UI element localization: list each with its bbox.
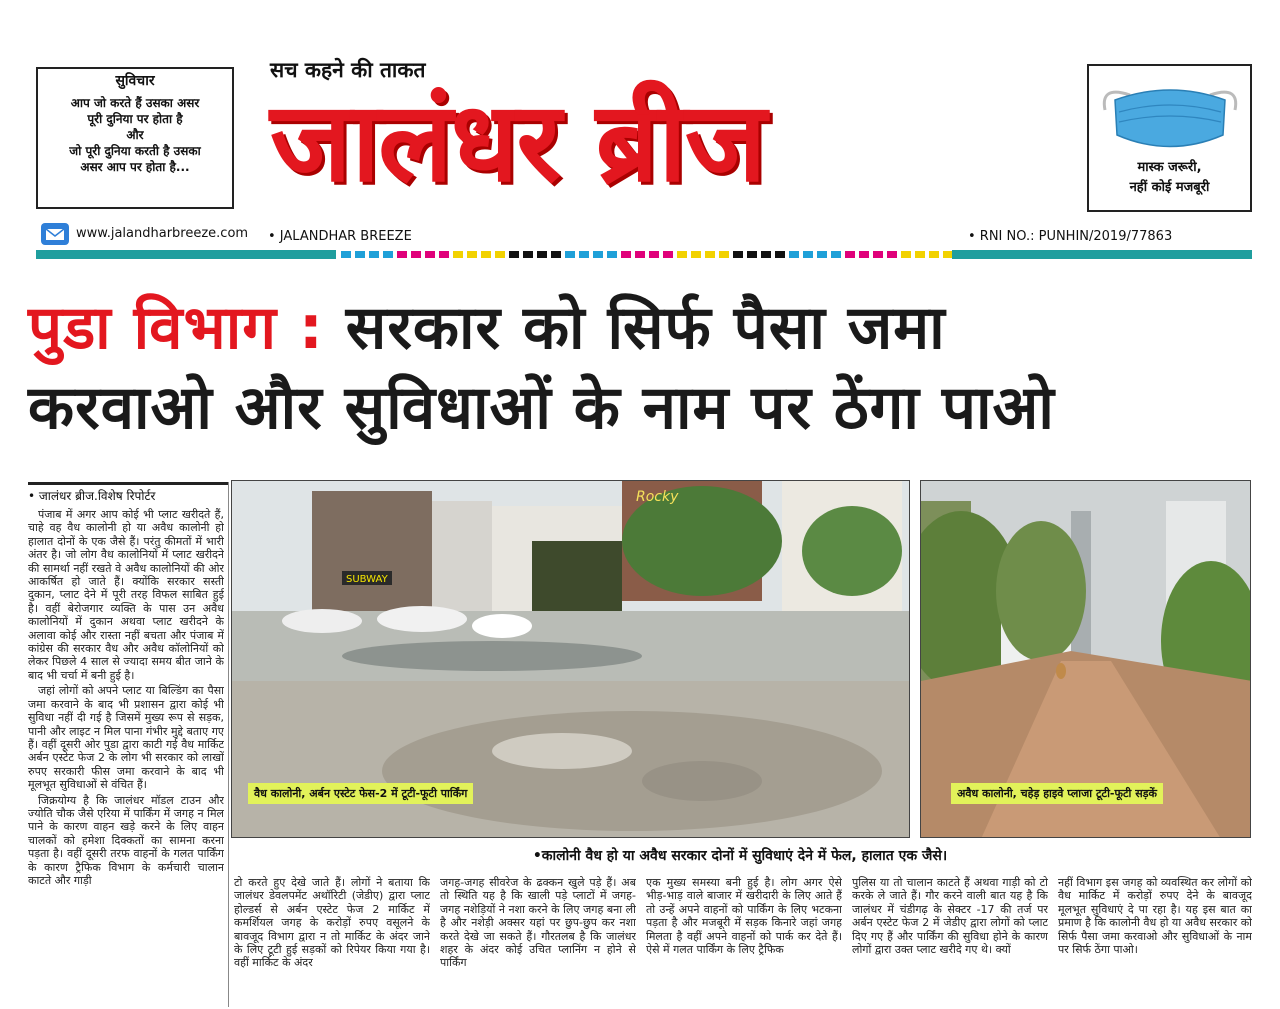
- paragraph: नहीं विभाग इस जगह को व्यवस्थित कर लोगों को वैध मार्किट में करोड़ों रुपए देने के बावजूद मूलभूत सुविधाएं दे पा रहा है। यह इस बात का प्रमाण है कि कालोनी वैध हो या अवैध सरकार को सिर्फ पैसा जमा करवाओ और सुविधाओं के नाम पर सिर्फ ठेंगा पाओ।: [1058, 876, 1252, 957]
- article-column-5: [852, 876, 1048, 1006]
- column-divider: [228, 482, 229, 1007]
- color-tick: [579, 251, 589, 258]
- paragraph: पंजाब में अगर आप कोई भी प्लाट खरीदते हैं, चाहे वह वैध कालोनी हो या अवैध कालोनी हो हालात दोनों के एक जैसे हैं। परंतु कीमतों में भारी अंतर है। जो लोग वैध कालोनियों में प्लाट खरीदने की सामर्था नहीं रखते वे अवैध कालोनियों की ओर आकर्षित हो जाते हैं। क्योंकि सरकार सस्ती दुकान, प्लाट देने में पूरी तरह विफल साबित हुई है। वहीं बेरोजगार व्यक्ति के पास उन अवैध कालोनियों में दुकान अथवा प्लाट खरीदने के अलावा कोई और रास्ता नहीं बचता और पंजाब में कांग्रेस की सरकार वैध और अवैध कॉलोनियों को लेकर पिछले 4 साल से ज्यादा समय बीत जाने के बाद भी चर्चा में बनी हुई है।: [28, 508, 224, 682]
- color-tick: [523, 251, 533, 258]
- color-tick: [341, 251, 351, 258]
- article-column-4: [646, 876, 842, 1006]
- color-bar: [36, 250, 1252, 259]
- thought-box: [36, 67, 234, 209]
- color-tick: [901, 251, 911, 258]
- color-tick: [425, 251, 435, 258]
- color-tick: [831, 251, 841, 258]
- color-tick: [719, 251, 729, 258]
- color-tick: [817, 251, 827, 258]
- color-tick: [369, 251, 379, 258]
- paragraph: एक मुख्य समस्या बनी हुई है। लोग अगर ऐसे भीड़-भाड़ वाले बाजार में खरीदारी के लिए आते हैं तो उन्हें अपने वाहनों को पार्किंग के लिए भटकना पड़ता है और मजबूरी में सड़क किनारे जहां जगह मिलता है वहीं अपने वाहनों को पार्क कर देते हैं। ऐसे में गलत पार्किंग के लिए ट्रैफिक: [646, 876, 842, 957]
- color-tick: [453, 251, 463, 258]
- thought-line: जो पूरी दुनिया करती है उसका: [69, 144, 201, 158]
- color-tick: [411, 251, 421, 258]
- color-tick: [691, 251, 701, 258]
- subheadline: •कालोनी वैध हो या अवैध सरकार दोनों में सुविधाएं देने में फेल, हालात एक जैसे।: [532, 848, 948, 864]
- website-link[interactable]: www.jalandharbreeze.com: [76, 226, 249, 241]
- color-tick: [677, 251, 687, 258]
- color-tick: [383, 251, 393, 258]
- thought-line: असर आप पर होता है...: [80, 160, 190, 174]
- photo-caption-left: वैध कालोनी, अर्बन एस्टेट फेस-2 में टूटी-फूटी पार्किंग: [248, 783, 473, 804]
- color-tick: [803, 251, 813, 258]
- sign-subway: SUBWAY: [346, 574, 388, 585]
- color-tick: [551, 251, 561, 258]
- color-tick: [747, 251, 757, 258]
- color-tick: [481, 251, 491, 258]
- color-tick: [593, 251, 603, 258]
- photo-caption-right: अवैध कालोनी, चहेड़ हाइवे प्लाजा टूटी-फूटी सड़कें: [951, 783, 1163, 804]
- mask-caption-1: मास्क जरूरी,: [1137, 160, 1202, 175]
- thought-line: पूरी दुनिया पर होता है: [87, 112, 183, 126]
- article-column-3: [440, 876, 636, 1006]
- masthead-title: जालंधर ब्रीज: [270, 78, 765, 206]
- paragraph: जगह-जगह सीवरेज के ढक्कन खुले पड़े हैं। अब तो स्थिति यह है कि खाली पड़े प्लाटों में जगह-जगह नशेड़ियों ने नशा करने के लिए जगह बना ली है और नशेड़ी अक्सर यहां पर छुप-छुप कर नशा करते देखे जा सकते हैं। गौरतलब है कि जालंधर शहर के अंदर कोई उचित प्लानिंग न होने से पार्किंग: [440, 876, 636, 970]
- tagline: सच कहने की ताकत: [270, 57, 426, 82]
- paragraph: टो करते हुए देखे जाते हैं। लोगों ने बताया कि जालंधर डेवलपमेंट अथॉरिटी (जेडीए) द्वारा प्लाट होल्डर्स से अर्बन एस्टेट फेज 2 मार्किट में कमर्शियल जगह के करोड़ों रुपए वसूलने के बावजूद विभाग द्वारा न तो मार्किट के अंदर जाने के लिए टूटी हुई सड़कों को रिपेयर किया गया है। वहीं मार्किट के अंदर: [234, 876, 430, 970]
- article-column-1: [28, 508, 224, 1003]
- brand-label: • JALANDHAR BREEZE: [268, 229, 412, 244]
- photo-illegal-colony: [920, 480, 1251, 838]
- thought-title: सुविचार: [115, 73, 155, 89]
- color-tick: [355, 251, 365, 258]
- color-tick: [929, 251, 939, 258]
- color-tick: [845, 251, 855, 258]
- color-tick: [859, 251, 869, 258]
- byline: • जालंधर ब्रीज.विशेष रिपोर्टर: [28, 482, 228, 504]
- color-tick: [887, 251, 897, 258]
- color-tick: [649, 251, 659, 258]
- color-tick: [621, 251, 631, 258]
- color-tick: [915, 251, 925, 258]
- color-tick: [775, 251, 785, 258]
- headline: [28, 288, 1254, 448]
- color-tick: [467, 251, 477, 258]
- color-tick: [733, 251, 743, 258]
- photo-legal-colony: [231, 480, 910, 838]
- color-tick: [439, 251, 449, 258]
- mask-caption-2: नहीं कोई मजबूरी: [1129, 180, 1210, 195]
- color-tick: [663, 251, 673, 258]
- color-tick: [873, 251, 883, 258]
- color-tick: [537, 251, 547, 258]
- paragraph: जिक्रयोग्य है कि जालंधर मॉडल टाउन और ज्योति चौक जैसे एरिया में पार्किंग में जगह न मिल पाने के कारण वाहन खड़े करने के लिए वाहन चालकों को हमेशा दिक्कतों का सामना करना पड़ता है। वहीं दूसरी तरफ वाहनों के गलत पार्किंग के कारण ट्रैफिक विभाग के कर्मचारी चालान काटते और गाड़ी: [28, 793, 224, 887]
- color-tick: [565, 251, 575, 258]
- article-column-2: [234, 876, 430, 1006]
- color-tick: [943, 251, 953, 258]
- thought-line: और: [126, 128, 144, 142]
- color-tick: [495, 251, 505, 258]
- headline-dark: सरकार को सिर्फ पैसा जमा: [345, 293, 946, 363]
- color-tick: [509, 251, 519, 258]
- paragraph: जहां लोगों को अपने प्लाट या बिल्डिंग का पैसा जमा करवाने के बाद भी प्रशासन द्वारा कोई भी सुविधा नहीं दी गई है जिसमें मुख्य रूप से सड़क, पानी और लाइट न मिल पाना गंभीर मुद्दे बताए गए हैं। वहीं दूसरी ओर पुडा द्वारा काटी गई वैध मार्किट अर्बन एस्टेट फेज 2 के लोग भी सरकार को लाखों रुपए सरकारी फीस जमा करवाने के बाद भी मूलभूत सुविधाओं से वंचित हैं।: [28, 684, 224, 792]
- paragraph: पुलिस या तो चालान काटते हैं अथवा गाड़ी को टो करके ले जाते हैं। गौर करने वाली बात यह है कि जालंधर में चंडीगढ़ के सेक्टर -17 की तर्ज पर अर्बन एस्टेट फेज 2 में जेडीए द्वारा लोगों को प्लाट दिए गए हैं और पार्किंग की सुविधा होने के कारण लोगों द्वारा उक्त प्लाट खरीदे गए थे। क्यों: [852, 876, 1048, 957]
- color-tick: [607, 251, 617, 258]
- thought-line: आप जो करते हैं उसका असर: [70, 96, 200, 110]
- sign-rocky: Rocky: [636, 489, 679, 505]
- face-mask-icon: [1095, 70, 1245, 160]
- headline-line2: करवाओ और सुविधाओं के नाम पर ठेंगा पाओ: [28, 373, 1055, 443]
- color-tick: [789, 251, 799, 258]
- color-tick: [635, 251, 645, 258]
- color-tick: [761, 251, 771, 258]
- mail-icon: [40, 222, 70, 246]
- headline-red: पुडा विभाग :: [28, 293, 324, 363]
- mask-box: [1087, 64, 1252, 212]
- rni-number: • RNI NO.: PUNHIN/2019/77863: [968, 229, 1173, 244]
- color-tick: [397, 251, 407, 258]
- color-tick: [705, 251, 715, 258]
- article-column-6: [1058, 876, 1252, 1006]
